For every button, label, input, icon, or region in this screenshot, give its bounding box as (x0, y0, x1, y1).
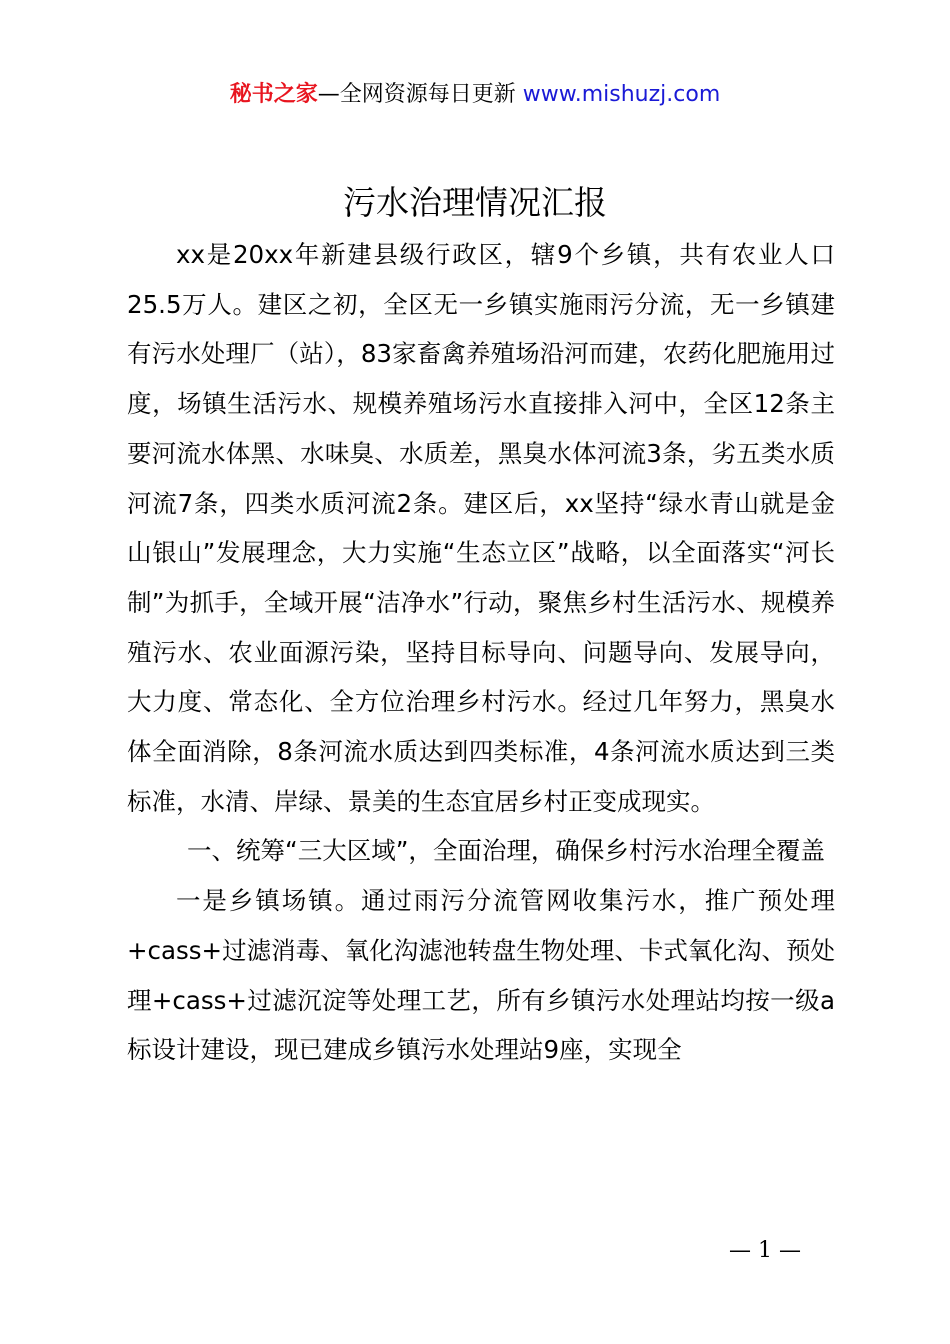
body-paragraph: 一是乡镇场镇。通过雨污分流管网收集污水，推广预处理+cass+过滤消毒、氧化沟滤池转盘生物处理、卡式氧化沟、预处理+cass+过滤沉淀等处理工艺，所有乡镇污水处理站均按一级a标设计建设，现已建成乡镇污水处理站9座，实现全 (127, 886, 835, 1065)
brand-name: 秘书之家 (229, 82, 318, 107)
header-slogan: —全网资源每日更新 (317, 82, 516, 107)
section-heading: 一、统筹“三大区域”，全面治理，确保乡村污水治理全覆盖 (187, 836, 825, 866)
document-title: 污水治理情况汇报 (343, 183, 607, 222)
site-url-link[interactable]: www.mishuzj.com (522, 82, 721, 107)
intro-paragraph: xx是20xx年新建县级行政区，辖9个乡镇，共有农业人口25.5万人。建区之初，全区无一乡镇实施雨污分流，无一乡镇建有污水处理厂（站），83家畜禽养殖场沿河而建，农药化肥施用过度，场镇生活污水、规模养殖场污水直接排入河中，全区12条主要河流水体黑、水味臭、水质差，黑臭水体河流3条，劣五类水质河流7条，四类水质河流2条。建区后，xx坚持“绿水青山就是金山银山”发展理念，大力实施“生态立区”战略，以全面落实“河长制”为抓手，全域开展“洁净水”行动，聚焦乡村生活污水、规模养殖污水、农业面源污染，坚持目标导向、问题导向、发展导向，大力度、常态化、全方位治理乡村污水。经过几年努力，黑臭水体全面消除，8条河流水质达到四类标准，4条河流水质达到三类标准，水清、岸绿、景美的生态宜居乡村正变成现实。 (127, 240, 835, 816)
document-body (127, 230, 835, 1075)
site-header (0, 80, 950, 110)
page-number: — 1 — (729, 1238, 801, 1263)
